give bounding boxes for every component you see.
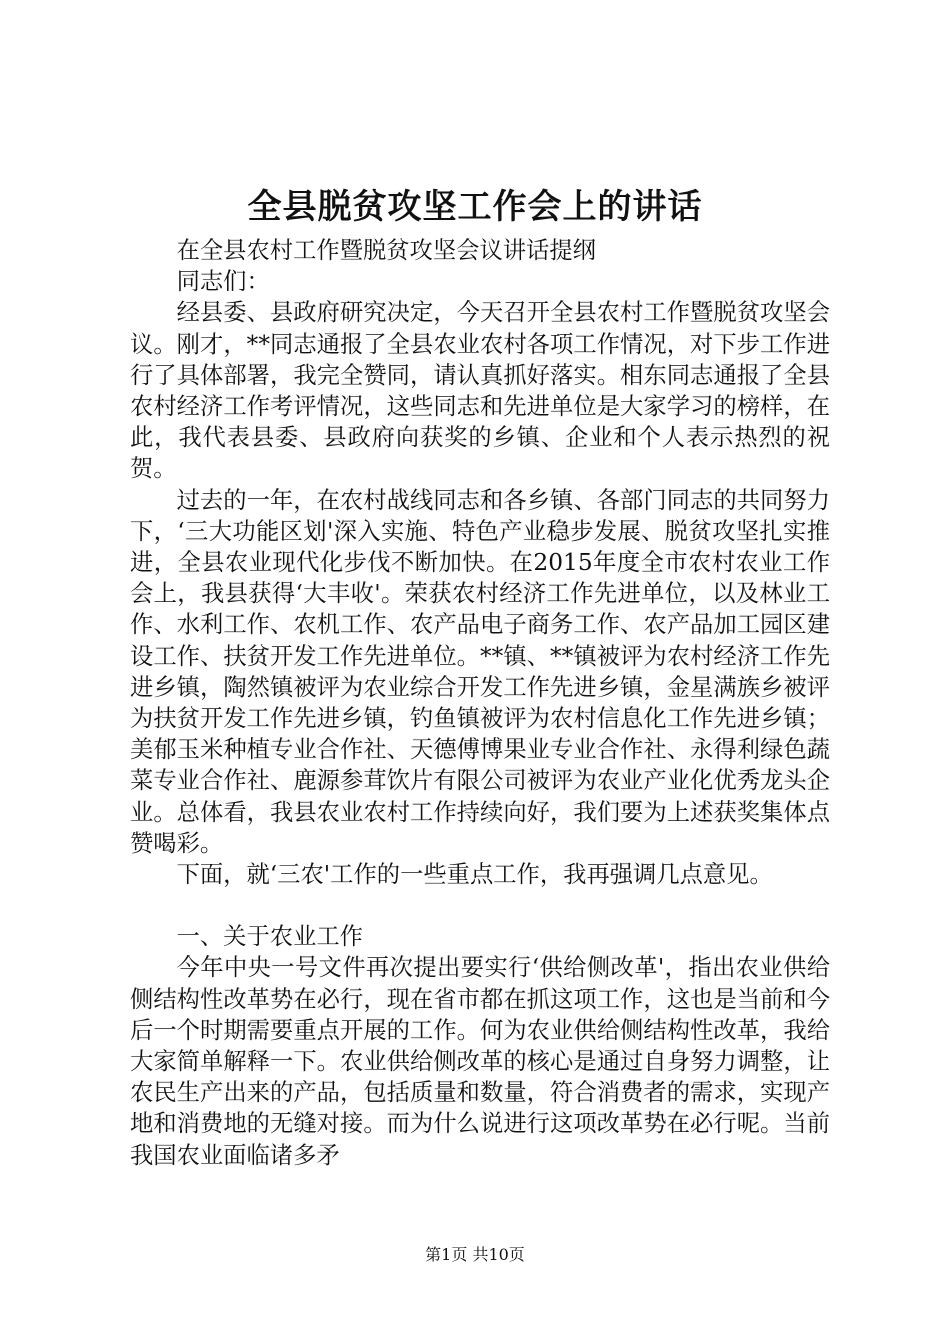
paragraph-opening: 经县委、县政府研究决定，今天召开全县农村工作暨脱贫攻坚会议。刚才，**同志通报了全县农业农村各项工作情况，对下步工作进行了具体部署，我完全赞同，请认真抓好落实。相东同志通报了全县农村经济工作考评情况，这些同志和先进单位是大家学习的榜样，在此，我代表县委、县政府向获奖的乡镇、企业和个人表示热烈的祝贺。 — [130, 299, 830, 483]
paragraph-subtitle: 在全县农村工作暨脱贫攻坚会议讲话提纲 — [176, 237, 596, 264]
page-footer: 第1页 共10页 — [425, 1245, 525, 1264]
document-body — [130, 235, 830, 1171]
section-heading-agriculture: 一、关于农业工作 — [176, 923, 363, 951]
paragraph-supply-side-reform: 今年中央一号文件再次提出要实行‘供给侧改革'，指出农业供给侧结构性改革势在必行，现在省市都在抓这项工作，这也是当前和今后一个时期需要重点开展的工作。何为农业供给侧结构性改革，我给大家简单解释一下。农业供给侧改革的核心是通过自身努力调整，让农民生产出来的产品，包括质量和数量，符合消费者的需求，实现产地和消费地的无缝对接。而为什么说进行这项改革势在必行呢。当前我国农业面临诸多矛 — [130, 954, 830, 1169]
document-title: 全县脱贫攻坚工作会上的讲话 — [247, 187, 703, 227]
paragraph-transition: 下面，就‘三农'工作的一些重点工作，我再强调几点意见。 — [176, 861, 773, 889]
paragraph-salutation: 同志们： — [176, 268, 270, 296]
paragraph-review: 过去的一年，在农村战线同志和各乡镇、各部门同志的共同努力下，‘三大功能区划'深入实施、特色产业稳步发展、脱贫攻坚扎实推进，全县农业现代化步伐不断加快。在2015年度全市农村农业工作会上，我县获得‘大丰收'。荣获农村经济工作先进单位，以及林业工作、水利工作、农机工作、农产品电子商务工作、农产品加工园区建设工作、扶贫开发工作先进单位。**镇、**镇被评为农村经济工作先进乡镇，陶然镇被评为农业综合开发工作先进乡镇，金星满族乡被评为扶贫开发工作先进乡镇，钓鱼镇被评为农村信息化工作先进乡镇；美郁玉米种植专业合作社、天德傅博果业专业合作社、永得利绿色蔬菜专业合作社、鹿源参茸饮片有限公司被评为农业产业化优秀龙头企业。总体看，我县农业农村工作持续向好，我们要为上述获奖集体点赞喝彩。 — [130, 486, 830, 857]
